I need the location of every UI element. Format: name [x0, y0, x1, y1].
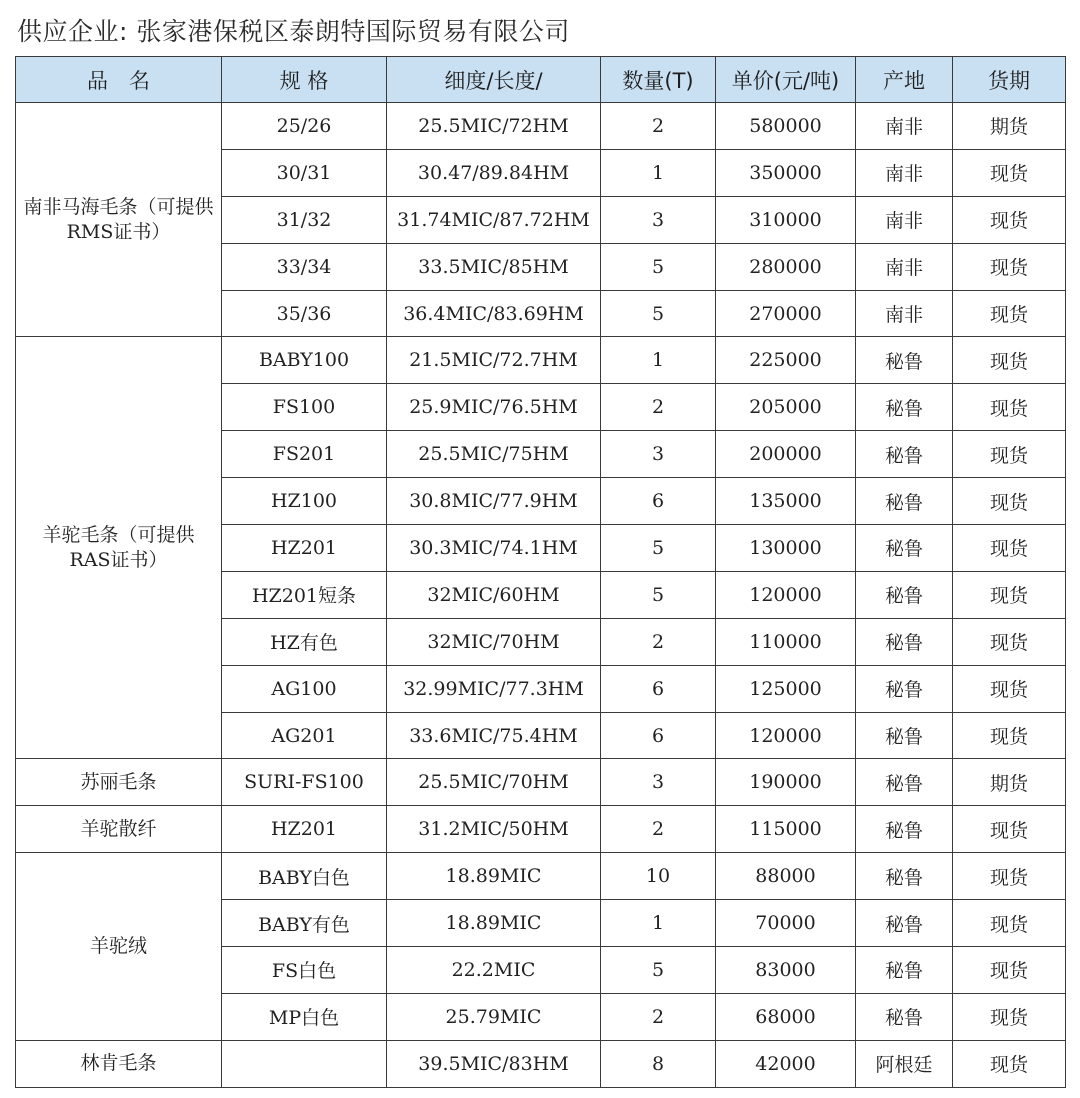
quantity-cell: 3 — [601, 196, 716, 243]
spec-cell: BABY100 — [222, 337, 387, 384]
spec-cell: HZ100 — [222, 478, 387, 525]
table-body — [16, 103, 1066, 1088]
unit-price-cell: 200000 — [716, 431, 856, 478]
spec-cell: 31/32 — [222, 196, 387, 243]
table-row — [16, 1040, 1066, 1087]
quantity-cell: 6 — [601, 478, 716, 525]
origin-cell: 秘鲁 — [856, 618, 953, 665]
origin-cell: 秘鲁 — [856, 478, 953, 525]
delivery-cell: 现货 — [953, 384, 1066, 431]
product-name-cell: 羊驼散纤 — [16, 806, 222, 853]
origin-cell: 秘鲁 — [856, 525, 953, 572]
quantity-cell: 2 — [601, 103, 716, 150]
supplier-title: 供应企业: 张家港保税区泰朗特国际贸易有限公司 — [17, 17, 570, 46]
spec-cell: MP白色 — [222, 993, 387, 1040]
fineness-length-cell: 25.5MIC/75HM — [387, 431, 601, 478]
delivery-cell: 现货 — [953, 618, 1066, 665]
spec-cell: HZ有色 — [222, 618, 387, 665]
spec-cell: AG201 — [222, 712, 387, 759]
quantity-cell: 6 — [601, 712, 716, 759]
fineness-length-cell: 25.5MIC/72HM — [387, 103, 601, 150]
unit-price-cell: 120000 — [716, 571, 856, 618]
product-name-cell: 羊驼绒 — [16, 853, 222, 1041]
unit-price-cell: 70000 — [716, 900, 856, 947]
origin-cell: 秘鲁 — [856, 384, 953, 431]
table-row — [16, 806, 1066, 853]
fineness-length-cell: 30.3MIC/74.1HM — [387, 525, 601, 572]
origin-cell: 秘鲁 — [856, 571, 953, 618]
quantity-cell: 8 — [601, 1040, 716, 1087]
delivery-cell: 期货 — [953, 103, 1066, 150]
spec-cell: SURI-FS100 — [222, 759, 387, 806]
product-name-cell: 苏丽毛条 — [16, 759, 222, 806]
delivery-cell: 现货 — [953, 478, 1066, 525]
spec-cell: BABY有色 — [222, 900, 387, 947]
spec-cell — [222, 1040, 387, 1087]
spec-cell: FS白色 — [222, 947, 387, 994]
fineness-length-cell: 22.2MIC — [387, 947, 601, 994]
origin-cell: 秘鲁 — [856, 759, 953, 806]
unit-price-cell: 270000 — [716, 290, 856, 337]
origin-cell: 南非 — [856, 103, 953, 150]
origin-cell: 秘鲁 — [856, 665, 953, 712]
header-specification: 规 格 — [222, 57, 387, 103]
unit-price-cell: 190000 — [716, 759, 856, 806]
unit-price-cell: 280000 — [716, 243, 856, 290]
quantity-cell: 1 — [601, 337, 716, 384]
table-row — [16, 853, 1066, 900]
delivery-cell: 现货 — [953, 900, 1066, 947]
fineness-length-cell: 30.8MIC/77.9HM — [387, 478, 601, 525]
spec-cell: HZ201 — [222, 525, 387, 572]
origin-cell: 秘鲁 — [856, 993, 953, 1040]
delivery-cell: 现货 — [953, 431, 1066, 478]
origin-cell: 南非 — [856, 196, 953, 243]
fineness-length-cell: 39.5MIC/83HM — [387, 1040, 601, 1087]
origin-cell: 秘鲁 — [856, 947, 953, 994]
fineness-length-cell: 36.4MIC/83.69HM — [387, 290, 601, 337]
quantity-cell: 5 — [601, 571, 716, 618]
unit-price-cell: 125000 — [716, 665, 856, 712]
fineness-length-cell: 33.5MIC/85HM — [387, 243, 601, 290]
unit-price-cell: 225000 — [716, 337, 856, 384]
spec-cell: 25/26 — [222, 103, 387, 150]
unit-price-cell: 68000 — [716, 993, 856, 1040]
delivery-cell: 现货 — [953, 712, 1066, 759]
quantity-cell: 1 — [601, 900, 716, 947]
spec-cell: FS201 — [222, 431, 387, 478]
delivery-cell: 现货 — [953, 196, 1066, 243]
fineness-length-cell: 31.2MIC/50HM — [387, 806, 601, 853]
quantity-cell: 5 — [601, 947, 716, 994]
origin-cell: 秘鲁 — [856, 431, 953, 478]
fineness-length-cell: 30.47/89.84HM — [387, 149, 601, 196]
quantity-cell: 3 — [601, 431, 716, 478]
fineness-length-cell: 25.9MIC/76.5HM — [387, 384, 601, 431]
quantity-cell: 10 — [601, 853, 716, 900]
unit-price-cell: 115000 — [716, 806, 856, 853]
quantity-cell: 2 — [601, 384, 716, 431]
quantity-cell: 3 — [601, 759, 716, 806]
origin-cell: 阿根廷 — [856, 1040, 953, 1087]
delivery-cell: 现货 — [953, 337, 1066, 384]
fineness-length-cell: 21.5MIC/72.7HM — [387, 337, 601, 384]
spec-cell: FS100 — [222, 384, 387, 431]
fineness-length-cell: 18.89MIC — [387, 900, 601, 947]
header-quantity: 数量(T) — [601, 57, 716, 103]
delivery-cell: 现货 — [953, 947, 1066, 994]
unit-price-cell: 580000 — [716, 103, 856, 150]
unit-price-cell: 88000 — [716, 853, 856, 900]
delivery-cell: 期货 — [953, 759, 1066, 806]
fineness-length-cell: 25.5MIC/70HM — [387, 759, 601, 806]
delivery-cell: 现货 — [953, 243, 1066, 290]
header-unit-price: 单价(元/吨) — [716, 57, 856, 103]
header-origin: 产地 — [856, 57, 953, 103]
quantity-cell: 5 — [601, 525, 716, 572]
origin-cell: 南非 — [856, 290, 953, 337]
quantity-cell: 1 — [601, 149, 716, 196]
spec-cell: HZ201短条 — [222, 571, 387, 618]
unit-price-cell: 83000 — [716, 947, 856, 994]
fineness-length-cell: 32MIC/60HM — [387, 571, 601, 618]
product-name-cell: 羊驼毛条（可提供RAS证书） — [16, 337, 222, 759]
quantity-cell: 5 — [601, 243, 716, 290]
delivery-cell: 现货 — [953, 806, 1066, 853]
product-price-table — [15, 56, 1066, 1088]
unit-price-cell: 310000 — [716, 196, 856, 243]
table-row — [16, 759, 1066, 806]
origin-cell: 秘鲁 — [856, 853, 953, 900]
table-header-row — [16, 57, 1066, 103]
unit-price-cell: 42000 — [716, 1040, 856, 1087]
header-delivery: 货期 — [953, 57, 1066, 103]
origin-cell: 秘鲁 — [856, 337, 953, 384]
origin-cell: 秘鲁 — [856, 806, 953, 853]
fineness-length-cell: 32.99MIC/77.3HM — [387, 665, 601, 712]
header-fineness-length: 细度/长度/ — [387, 57, 601, 103]
delivery-cell: 现货 — [953, 290, 1066, 337]
unit-price-cell: 350000 — [716, 149, 856, 196]
spec-cell: 30/31 — [222, 149, 387, 196]
delivery-cell: 现货 — [953, 993, 1066, 1040]
table-row — [16, 103, 1066, 150]
unit-price-cell: 120000 — [716, 712, 856, 759]
fineness-length-cell: 18.89MIC — [387, 853, 601, 900]
delivery-cell: 现货 — [953, 1040, 1066, 1087]
spec-cell: AG100 — [222, 665, 387, 712]
quantity-cell: 2 — [601, 806, 716, 853]
quantity-cell: 5 — [601, 290, 716, 337]
fineness-length-cell: 32MIC/70HM — [387, 618, 601, 665]
unit-price-cell: 135000 — [716, 478, 856, 525]
product-name-cell: 南非马海毛条（可提供RMS证书） — [16, 103, 222, 337]
table-row — [16, 337, 1066, 384]
delivery-cell: 现货 — [953, 665, 1066, 712]
origin-cell: 南非 — [856, 149, 953, 196]
quantity-cell: 2 — [601, 618, 716, 665]
fineness-length-cell: 31.74MIC/87.72HM — [387, 196, 601, 243]
product-name-cell: 林肯毛条 — [16, 1040, 222, 1087]
quantity-cell: 6 — [601, 665, 716, 712]
fineness-length-cell: 33.6MIC/75.4HM — [387, 712, 601, 759]
delivery-cell: 现货 — [953, 853, 1066, 900]
spec-cell: 33/34 — [222, 243, 387, 290]
delivery-cell: 现货 — [953, 525, 1066, 572]
delivery-cell: 现货 — [953, 149, 1066, 196]
quantity-cell: 2 — [601, 993, 716, 1040]
delivery-cell: 现货 — [953, 571, 1066, 618]
unit-price-cell: 205000 — [716, 384, 856, 431]
spec-cell: 35/36 — [222, 290, 387, 337]
unit-price-cell: 130000 — [716, 525, 856, 572]
unit-price-cell: 110000 — [716, 618, 856, 665]
origin-cell: 秘鲁 — [856, 712, 953, 759]
fineness-length-cell: 25.79MIC — [387, 993, 601, 1040]
spec-cell: BABY白色 — [222, 853, 387, 900]
spec-cell: HZ201 — [222, 806, 387, 853]
origin-cell: 秘鲁 — [856, 900, 953, 947]
origin-cell: 南非 — [856, 243, 953, 290]
header-product-name: 品 名 — [16, 57, 222, 103]
